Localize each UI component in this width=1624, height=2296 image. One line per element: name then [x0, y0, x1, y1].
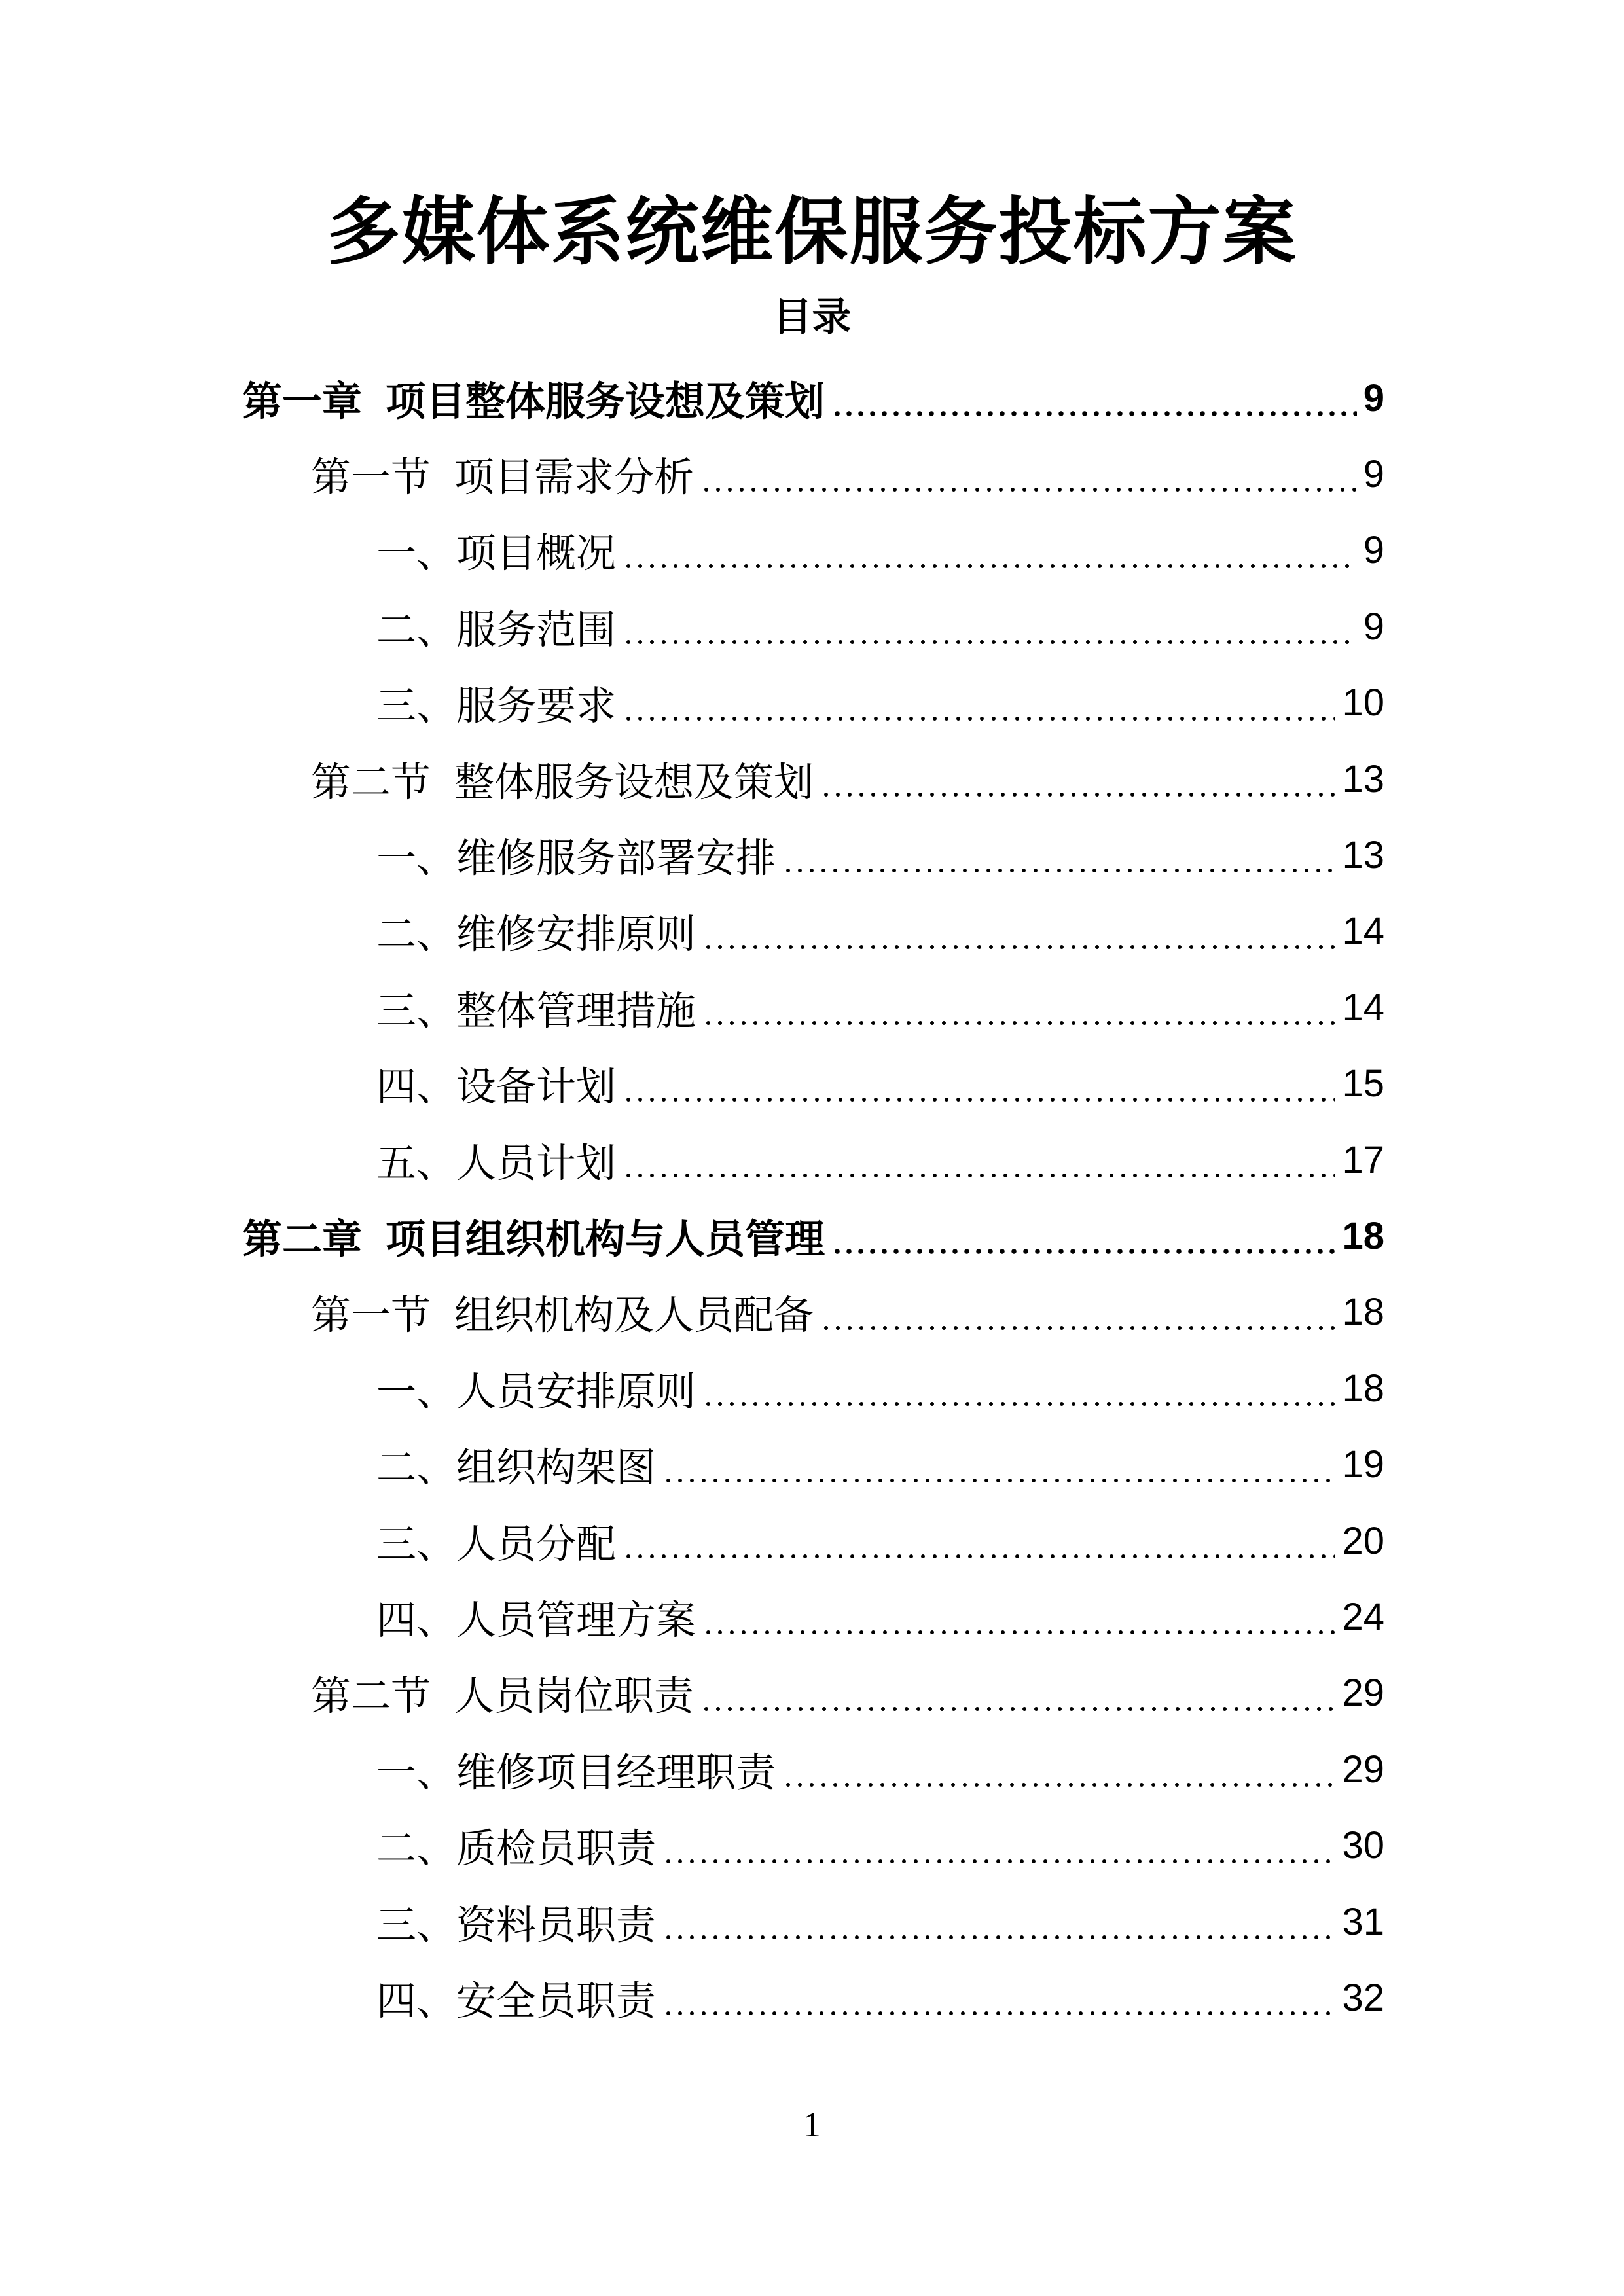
toc-entry-number: 第一节 [311, 454, 431, 501]
toc-entry-page: 9 [1363, 605, 1384, 648]
toc-entry[interactable] [311, 1281, 1384, 1344]
toc-entry[interactable] [376, 1052, 1384, 1115]
toc-entry-title: 三、人员分配 [376, 1520, 617, 1568]
toc-leader-dots [831, 1204, 1335, 1267]
toc-entry[interactable] [376, 1814, 1384, 1877]
toc-entry-page: 31 [1342, 1900, 1384, 1943]
toc-entry-title: 二、服务范围 [376, 606, 617, 653]
toc-entry-title: 二、组织构架图 [376, 1444, 657, 1492]
toc-entry-page: 32 [1342, 1976, 1384, 2019]
toc-leader-dots [662, 1890, 1335, 1953]
toc-entry[interactable] [376, 976, 1384, 1039]
toc-heading: 目录 [772, 295, 852, 340]
toc-leader-dots [700, 1662, 1335, 1725]
toc-entry-number: 第一节 [311, 1292, 431, 1339]
toc-entry[interactable] [311, 1662, 1384, 1725]
toc-leader-dots [702, 976, 1335, 1039]
toc-entry-page: 10 [1342, 681, 1384, 725]
toc-leader-dots [623, 1509, 1335, 1572]
toc-entry-page: 18 [1342, 1291, 1384, 1334]
toc-entry[interactable] [376, 1509, 1384, 1572]
toc-entry-title: 三、服务要求 [376, 683, 617, 730]
toc-entry-page: 29 [1342, 1748, 1384, 1791]
toc-entry-number: 第一章 [242, 378, 363, 425]
page-number: 1 [803, 2105, 821, 2144]
toc-entry-title: 一、维修项目经理职责 [376, 1749, 776, 1796]
toc-entry-title: 四、设备计划 [376, 1064, 617, 1111]
toc-entry[interactable] [242, 367, 1384, 429]
toc-entry-title: 一、项目概况 [376, 530, 617, 577]
toc-entry[interactable] [376, 900, 1384, 963]
toc-entry[interactable] [376, 1128, 1384, 1191]
toc-entry-title: 一、人员安排原则 [376, 1368, 696, 1415]
toc-entry-page: 24 [1342, 1595, 1384, 1638]
toc-entry-title: 四、安全员职责 [376, 1977, 657, 2024]
toc-leader-dots [702, 900, 1335, 963]
toc-entry-number: 第二节 [311, 759, 431, 806]
toc-leader-dots [623, 519, 1357, 582]
toc-entry-page: 18 [1342, 1367, 1384, 1410]
toc-leader-dots [820, 747, 1335, 810]
toc-entry-title: 三、资料员职责 [376, 1901, 657, 1948]
toc-leader-dots [662, 1433, 1335, 1496]
toc-entry[interactable] [376, 672, 1384, 734]
toc-leader-dots [623, 1052, 1335, 1115]
toc-entry[interactable] [242, 1204, 1384, 1267]
toc-entry-page: 29 [1342, 1672, 1384, 1715]
toc-entry[interactable] [376, 1738, 1384, 1801]
toc-entry-page: 17 [1342, 1138, 1384, 1181]
toc-leader-dots [662, 1814, 1335, 1877]
toc-entry-page: 19 [1342, 1443, 1384, 1486]
toc-entry[interactable] [376, 519, 1384, 582]
toc-leader-dots [623, 595, 1357, 658]
toc-entry-title: 整体服务设想及策划 [454, 759, 814, 806]
toc-entry[interactable] [311, 747, 1384, 810]
toc-leader-dots [820, 1281, 1335, 1344]
toc-entry-page: 9 [1363, 376, 1384, 420]
toc-entry-title: 二、维修安排原则 [376, 911, 696, 958]
toc-entry-title: 四、人员管理方案 [376, 1596, 696, 1643]
toc-entry[interactable] [376, 595, 1384, 658]
toc-leader-dots [623, 672, 1335, 734]
toc-leader-dots [702, 1585, 1335, 1648]
toc-entry-title: 三、整体管理措施 [376, 987, 696, 1034]
toc-entry[interactable] [376, 1890, 1384, 1953]
toc-entry[interactable] [376, 1357, 1384, 1420]
toc-entry-page: 9 [1363, 529, 1384, 572]
toc-leader-dots [782, 1738, 1335, 1801]
toc-entry-title: 人员岗位职责 [454, 1673, 695, 1720]
toc-entry-page: 18 [1342, 1214, 1384, 1257]
toc-entry-page: 15 [1342, 1062, 1384, 1105]
toc-entry-title: 项目整体服务设想及策划 [386, 378, 825, 425]
toc-leader-dots [623, 1128, 1335, 1191]
toc-entry-page: 14 [1342, 986, 1384, 1029]
toc-leader-dots [782, 823, 1335, 886]
toc-leader-dots [831, 367, 1357, 429]
toc-entry[interactable] [376, 1433, 1384, 1496]
toc-entry-number: 第二章 [242, 1215, 363, 1263]
toc-entry[interactable] [376, 823, 1384, 886]
toc-entry-title: 五、人员计划 [376, 1139, 617, 1187]
toc-leader-dots [702, 1357, 1335, 1420]
toc-entry[interactable] [311, 442, 1384, 505]
toc-entry-page: 14 [1342, 910, 1384, 953]
toc-entry-page: 9 [1363, 452, 1384, 495]
document-title: 多媒体系统维保服务投标方案 [327, 189, 1297, 275]
toc-entry[interactable] [376, 1966, 1384, 2029]
toc-entry-number: 第二节 [311, 1673, 431, 1720]
toc-leader-dots [662, 1966, 1335, 2029]
toc-entry-title: 项目需求分析 [454, 454, 695, 501]
toc-entry-page: 13 [1342, 757, 1384, 800]
toc-entry-page: 13 [1342, 833, 1384, 876]
toc-entry-page: 30 [1342, 1824, 1384, 1867]
toc-leader-dots [700, 442, 1357, 505]
toc-entry[interactable] [376, 1585, 1384, 1648]
toc-entry-title: 二、质检员职责 [376, 1825, 657, 1873]
toc-entry-page: 20 [1342, 1519, 1384, 1562]
toc-entry-title: 项目组织机构与人员管理 [386, 1215, 825, 1263]
toc-entry-title: 一、维修服务部署安排 [376, 834, 776, 882]
toc-entry-title: 组织机构及人员配备 [454, 1292, 814, 1339]
